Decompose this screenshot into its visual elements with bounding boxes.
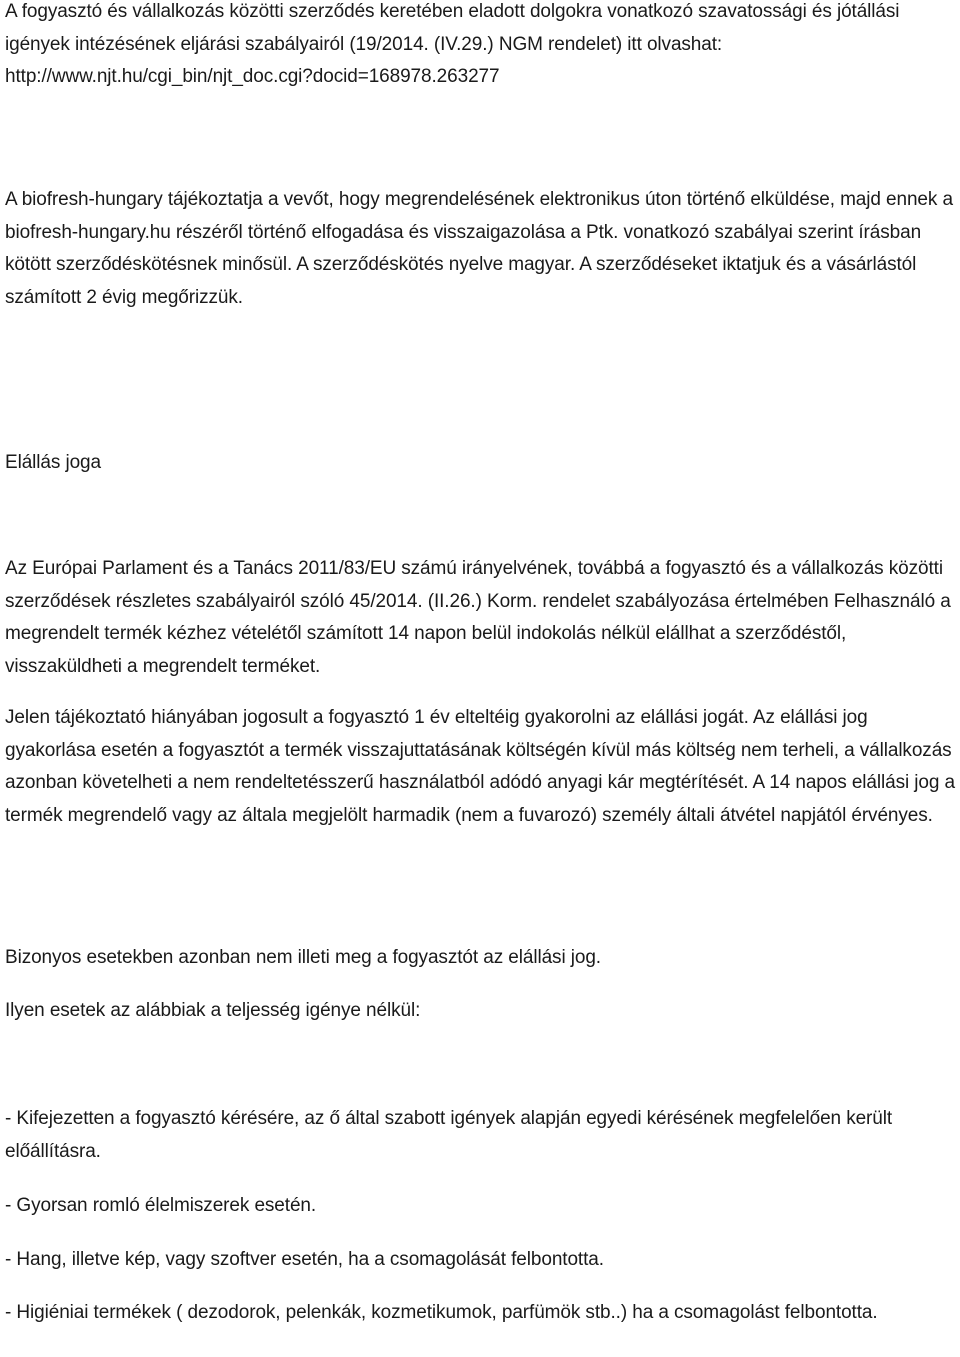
- exceptions-paragraph: Bizonyos esetekben azonban nem illeti meg a fogyasztót az elállási jog.: [5, 947, 601, 968]
- list-item: - Hang, illetve kép, vagy szoftver esetén, ha a csomagolását felbontotta.: [5, 1249, 604, 1270]
- withdrawal-notice-paragraph: Jelen tájékoztató hiányában jogosult a fogyasztó 1 év elteltéig gyakorolni az elállási jogát. Az elállási jog gyakorlása esetén a fogyasztót a termék visszajuttatásának költségén kívül más költség nem terheli, a vállalkozás azonban követelheti a nem rendeltetésszerű használatból adódó anyagi kár megtérítését. A 14 napos elállási jog a termék megrendelő vagy az általa megjelölt harmadik (nem a fuvarozó) személy általi átvétel napjától érvényes.: [5, 707, 955, 826]
- list-item: - Kifejezetten a fogyasztó kérésére, az ő által szabott igények alapján egyedi kérésének megfelelően került előállításra.: [5, 1108, 893, 1162]
- exceptions-intro: Ilyen esetek az alábbiak a teljesség igénye nélkül:: [5, 1000, 421, 1021]
- list-item: - Gyorsan romló élelmiszerek esetén.: [5, 1195, 317, 1216]
- withdrawal-heading: Elállás joga: [5, 452, 101, 473]
- intro-paragraph: A fogyasztó és vállalkozás közötti szerződés keretében eladott dolgokra vonatkozó szavatossági és jótállási igények intézésének eljárási szabályairól (19/2014. (IV.29.) NGM rendelet) itt olvashat: http://www.njt.hu/cgi_bin/njt_doc.cgi?docid=168978.263277: [5, 1, 900, 87]
- eu-directive-paragraph: Az Európai Parlament és a Tanács 2011/83/EU számú irányelvének, továbbá a fogyasztó és a vállalkozás közötti szerződések részletes szabályairól szóló 45/2014. (II.26.) Korm. rendelet szabályozása értelmében Felhasználó a megrendelt termék kézhez vételétől számított 14 napon belül indokolás nélkül elállhat a szerződéstől, visszaküldheti a megrendelt terméket.: [5, 558, 951, 677]
- list-item: - Higiéniai termékek ( dezodorok, pelenkák, kozmetikumok, parfümök stb..) ha a csomagolást felbontotta.: [5, 1302, 878, 1323]
- contract-info-paragraph: A biofresh-hungary tájékoztatja a vevőt, hogy megrendelésének elektronikus úton történő elküldése, majd ennek a biofresh-hungary.hu részéről történő elfogadása és visszaigazolása a Ptk. vonatkozó szabályai szerint írásban kötött szerződéskötésnek minősül. A szerződéskötés nyelve magyar. A szerződéseket iktatjuk és a vásárlástól számított 2 évig megőrizzük.: [5, 189, 953, 308]
